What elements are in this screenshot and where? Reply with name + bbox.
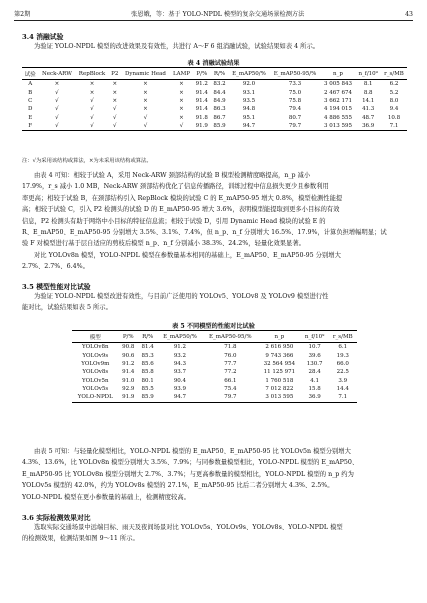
text-line: 4.3%、13.6%，比 YOLOv8n 模型分别增大 3.5%、7.9%；与同参数量模型相比，YOLO-NPDL 模型的 E_mAP50、 [22, 459, 359, 467]
table-cell: 93.5 [242, 97, 256, 104]
table5-analysis [22, 446, 407, 503]
table-cell: 4.1 [310, 377, 319, 384]
table-cell: 91.2 [173, 344, 187, 351]
table-cell: 91.4 [195, 97, 208, 104]
table-cell: E [28, 114, 33, 121]
table-cell: 8.8 [363, 89, 373, 96]
text-line: E_mAP50-95 比 YOLOv8n 模型分别增大 2.7%、3.7%；与更高参数量的模型相比，YOLO-NPDL 模型的 n_p 约为 [22, 470, 354, 478]
column-header: n_f/10⁹ [301, 331, 329, 343]
text-line: 17.9%，r_s 减小 1.0 MB，Neck-ARW 颈部结构优化了信息传播路径，训练过程中信息损失更少且参数利用 [22, 183, 329, 191]
table-cell: × [112, 89, 118, 96]
table-cell: 8.0 [389, 97, 399, 104]
table-cell: × [112, 81, 118, 88]
table-cell: 90.6 [122, 352, 135, 359]
table-cell: 76.0 [224, 352, 237, 359]
column-header: R/% [138, 331, 157, 343]
table-cell: 66.1 [224, 377, 237, 384]
column-header: P2 [109, 68, 121, 80]
table-cell: 36.9 [301, 393, 329, 402]
table-cell: 93.7 [173, 369, 187, 376]
table-cell: 3 013 595 [258, 393, 300, 402]
table-cell: 3.9 [338, 377, 348, 384]
table-cell: √ [55, 97, 59, 104]
table-cell: 92.9 [122, 386, 135, 393]
table-cell: 86.7 [213, 114, 226, 121]
table-cell: 91.4 [195, 89, 208, 96]
table-cell: √ [113, 114, 117, 121]
table-cell: 79.4 [288, 106, 302, 113]
column-header: n_p [258, 331, 300, 343]
table-cell: 7.1 [329, 393, 357, 402]
table-cell: 11 125 971 [263, 369, 296, 376]
table-cell: 4 194 015 [323, 106, 352, 113]
text-line: 由表 4 可知：相较于试验 A，采用 Neck-ARW 颈部结构的试验 B 模型检测精度略提高，n_p 减小 [34, 172, 311, 179]
table-cell: YOLOv8n [82, 344, 109, 351]
table-cell: 85.9 [211, 122, 229, 131]
table-cell: 85.6 [141, 360, 154, 367]
table-cell: 6.1 [338, 344, 348, 351]
table-cell: A [28, 81, 33, 88]
table-cell: 91.2 [195, 81, 208, 88]
table-cell: × [179, 114, 184, 121]
table-cell: √ [121, 122, 170, 131]
table-cell: 91.9 [119, 393, 138, 402]
table-cell: 66.0 [336, 360, 349, 367]
table-row [72, 368, 357, 376]
column-header: E_mAP50/% [228, 68, 269, 80]
table-cell: YOLOv9m [81, 360, 110, 367]
table-cell: × [143, 89, 148, 96]
table-cell: × [179, 97, 184, 104]
table-cell: 15.8 [308, 386, 321, 393]
section-3-6-title: 3.6 实际检测效果对比 [22, 514, 91, 522]
table-cell: 75.0 [288, 89, 302, 96]
table-cell: 41.3 [362, 106, 375, 113]
table-cell: 81.4 [141, 344, 154, 351]
table-cell: 85.9 [138, 393, 157, 402]
table-row [22, 88, 407, 96]
table-cell: √ [55, 106, 59, 113]
table-cell: × [143, 97, 148, 104]
table-cell: 79.7 [270, 122, 321, 131]
table-cell: YOLOv9s [82, 352, 109, 359]
table-cell: 91.9 [193, 122, 211, 131]
section-3-5-title: 3.5 模型性能对比试验 [22, 283, 91, 291]
table-cell: × [54, 81, 60, 88]
table-cell: × [89, 81, 95, 88]
table-cell: 7.1 [381, 122, 407, 131]
table-cell: 91.0 [122, 377, 135, 384]
table-cell: 3 013 595 [320, 122, 355, 131]
text-line: 能对比，试验结果如表 5 所示。 [22, 304, 112, 312]
table-row [22, 105, 407, 113]
column-header: R/% [211, 68, 229, 80]
table-cell: × [112, 97, 118, 104]
table-cell: 77.2 [224, 369, 237, 376]
table-cell: 14.1 [362, 97, 375, 104]
table-cell: 19.3 [336, 352, 349, 359]
text-line: 的检测效果，检测结果如图 9～11 所示。 [22, 535, 139, 543]
table-row [22, 122, 407, 131]
table-row [72, 393, 357, 402]
table-cell: × [143, 106, 148, 113]
page-number: 43 [405, 11, 413, 18]
section-3-4-title: 3.4 消融试验 [22, 33, 64, 41]
column-header: E_mAP50-95/% [203, 331, 259, 343]
text-line: YOLOv5s 模型的 42.0%，约为 YOLOv8s 模型的 27.1%，E_mAP50-95 比后二者分别增大 4.3%、2.5%。 [22, 482, 334, 490]
table-cell: √ [90, 106, 94, 113]
column-header: E_mAP50/% [157, 331, 202, 343]
table-cell: YOLOv5n [82, 377, 109, 384]
table-cell: √ [55, 114, 59, 121]
table-cell: 90.8 [122, 344, 135, 351]
table4-caption: 表 4 消融试验结果 [187, 60, 240, 67]
table-cell: 75.4 [224, 386, 237, 393]
table-cell: 84.4 [213, 89, 226, 96]
table-cell: YOLOv8s [82, 369, 109, 376]
table-cell: √ [38, 122, 75, 131]
column-header: 试验 [22, 68, 38, 80]
table-cell: 14.4 [336, 386, 349, 393]
table-cell: × [179, 106, 184, 113]
table-cell: √ [90, 97, 94, 104]
section-3-4-intro [22, 41, 407, 52]
table5 [72, 330, 357, 403]
table4 [22, 67, 407, 131]
table-cell: 5.2 [389, 89, 399, 96]
table-cell: F [22, 122, 38, 131]
section-3-5-intro [22, 291, 407, 314]
table-cell: 85.3 [141, 352, 154, 359]
page-header [14, 6, 413, 21]
table-cell: 79.7 [203, 393, 259, 402]
column-header: P/% [193, 68, 211, 80]
text-line: 率更高；相较于试验 B，在颈部结构引入 RepBlock 模块的试验 C 的 E_mAP50-95 增大 0.8%，模型检测性能提 [22, 194, 343, 202]
section-3-6-intro [22, 522, 407, 545]
table-cell: √ [90, 114, 94, 121]
table-cell: 36.9 [355, 122, 381, 131]
table4-analysis [22, 170, 407, 273]
table-cell: √ [170, 122, 193, 131]
table-cell: 93.1 [242, 89, 256, 96]
table-cell: 6.2 [389, 81, 399, 88]
text-line: 信息，P2 检测头有助于网络中小目标的特征信息流；相较于试验 D，引用 Dynamic Head 模块的试验 E 的 [22, 217, 326, 225]
text-line: 验 F 对模型进行基于层自适应的剪枝后模型 n_p、n_f 分别减小 38.3%、24.2%，轻量化效果显著。 [22, 240, 305, 248]
table-cell: 93.2 [173, 352, 187, 359]
text-line: 选取实际交通场景中远端目标、雨天及夜间场景对比 YOLOv5s、YOLOv9s、YOLOv8s、YOLO-NPDL 模型 [34, 524, 343, 531]
table4-note: 注：√为采用该结构或算法，×为未采用该结构或算法。 [22, 158, 152, 164]
table-cell: 3 662 171 [323, 97, 352, 104]
text-line: 为验证 YOLO-NPDL 模型改进有效性，与目前广泛使用的 YOLOv5、YOLOv8 及 YOLOv9 模型进行性 [34, 293, 329, 300]
table-cell: 86.3 [213, 106, 226, 113]
table-cell: 91.8 [195, 114, 208, 121]
table-cell: B [28, 89, 33, 96]
table-cell: 92.0 [242, 81, 256, 88]
table-cell: 28.4 [308, 369, 321, 376]
table-cell: C [28, 97, 33, 104]
table-row [22, 114, 407, 122]
column-header: n_f/10⁹ [355, 68, 381, 80]
table-cell: 93.9 [173, 386, 187, 393]
table-cell: √ [143, 114, 148, 121]
table-cell: √ [109, 122, 121, 131]
text-line: 高；相较于试验 C，引入 P2 检测头的试验 D 的 E_mAP50-95 增大 3.6%，表明模型能提取到更多小目标的有效 [22, 206, 340, 214]
table-row [72, 385, 357, 393]
table-cell: × [143, 81, 148, 88]
table-cell: 22.5 [336, 369, 349, 376]
table-cell: 3 005 843 [323, 81, 352, 88]
column-header: r_s/MB [381, 68, 407, 80]
table-cell: YOLOv5s [82, 386, 109, 393]
table-cell: 85.8 [141, 369, 154, 376]
running-title: 张恩娥，等：基于 YOLO-NPDL 模型的复杂交通场景检测方法 [131, 11, 305, 18]
table-cell: 94.7 [228, 122, 269, 131]
text-line: 对比 YOLOv8n 模型，YOLO-NPDL 模型在参数量基本相同的基础上，E_mAP50、E_mAP50-95 分别增大 [34, 251, 341, 259]
table-cell: × [89, 89, 95, 96]
intro-text: 为验证 YOLO-NPDL 模型的改进效果及有效性，共进行 A～F 6 组消融试验，试验结果如表 4 所示。 [34, 43, 320, 50]
table-cell: 80.1 [141, 377, 154, 384]
table-cell: 48.7 [362, 114, 375, 121]
issue-number: 第2期 [14, 11, 31, 18]
table-cell: 10.7 [308, 344, 321, 351]
column-header: P/% [119, 331, 138, 343]
table-cell: 10.8 [387, 114, 401, 121]
table-cell: 91.2 [122, 360, 135, 367]
table-cell: √ [55, 89, 59, 96]
table-cell: 77.7 [224, 360, 237, 367]
table-row [22, 97, 407, 105]
table-cell: 80.7 [288, 114, 302, 121]
table-cell: × [179, 81, 184, 88]
table-cell: √ [113, 106, 117, 113]
table-cell: D [27, 106, 33, 113]
column-header: 模型 [72, 331, 119, 343]
table-cell: 2 616 950 [265, 344, 294, 351]
column-header: LAMP [170, 68, 193, 80]
column-header: Neck-ARW [38, 68, 75, 80]
table-cell: × [179, 89, 184, 96]
table-cell: 8.1 [363, 81, 373, 88]
text-line: R、E_mAP50、E_mAP50-95 分别增大 3.5%、3.1%、7.4%，但 n_p、n_f 分别增大 16.5%、17.9%，计算负担增幅明显；试 [22, 229, 387, 237]
text-line: 由表 5 可知：与轻量化模型相比，YOLO-NPDL 模型的 E_mAP50、E_mAP50-95 比 YOLOv5n 模型分别增大 [34, 448, 351, 455]
text-line: YOLO-NPDL 模型在更小参数量的基础上，检测精度较高。 [22, 493, 190, 501]
table-row [72, 343, 357, 352]
text-line: 2.7%、2.7%、6.4%。 [22, 263, 89, 271]
table-cell: 85.5 [141, 386, 154, 393]
table-cell: 75.8 [288, 97, 302, 104]
table-cell: 9 743 366 [265, 352, 294, 359]
table-cell: 9.4 [389, 106, 399, 113]
table-cell: 94.3 [173, 360, 187, 367]
table-cell: √ [75, 122, 108, 131]
table-row [22, 80, 407, 89]
table-cell: 91.4 [122, 369, 135, 376]
column-header: RepBlock [75, 68, 108, 80]
table-cell: 71.8 [224, 344, 237, 351]
column-header: r_s/MB [329, 331, 357, 343]
table-cell: 73.3 [288, 81, 302, 88]
table-cell: 7 012 822 [265, 386, 294, 393]
table-cell: 84.9 [213, 97, 226, 104]
table5-caption: 表 5 不同模型的性能对比试验 [172, 323, 255, 330]
table-row [72, 377, 357, 385]
table-cell: 95.1 [242, 114, 256, 121]
table-cell: 91.4 [195, 106, 208, 113]
column-header: E_mAP50-95/% [270, 68, 321, 80]
table-cell: 94.7 [157, 393, 202, 402]
table-cell: 39.6 [308, 352, 321, 359]
table-row [72, 351, 357, 359]
table-cell: 83.2 [213, 81, 226, 88]
table-cell: 94.8 [242, 106, 256, 113]
table-cell: 1 760 518 [265, 377, 294, 384]
table-cell: 90.4 [173, 377, 187, 384]
table-row [72, 360, 357, 368]
table-cell: 130.7 [306, 360, 323, 367]
table-cell: 2 467 674 [323, 89, 352, 96]
column-header: n_p [320, 68, 355, 80]
table-cell: 32 564 954 [263, 360, 296, 367]
table-cell: YOLO-NPDL [72, 393, 119, 402]
table-cell: 4 886 555 [323, 114, 352, 121]
column-header: Dynamic Head [121, 68, 170, 80]
